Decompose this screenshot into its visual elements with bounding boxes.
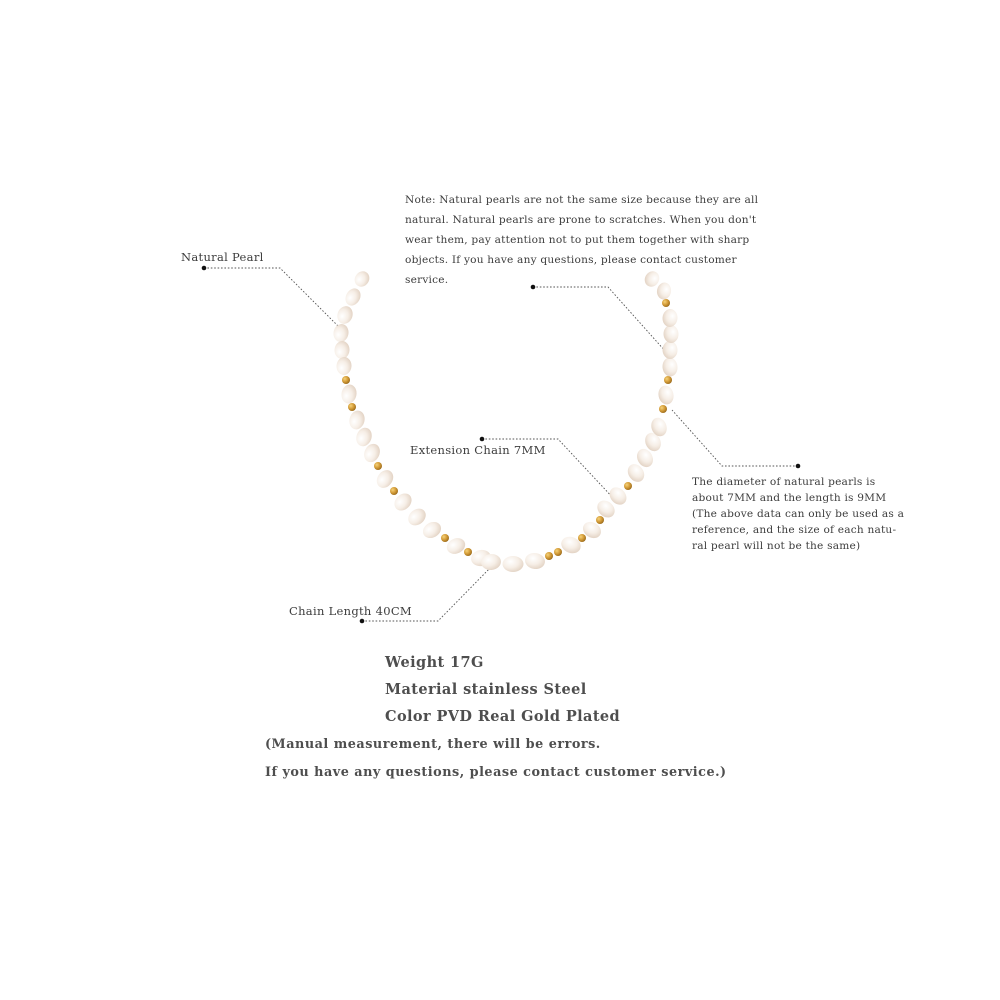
pearl xyxy=(524,552,546,571)
pearl xyxy=(405,505,429,529)
pearl xyxy=(347,409,366,431)
gold-bead xyxy=(441,534,449,542)
pearl xyxy=(342,286,363,309)
care-note-line: natural. Natural pearls are prone to scratches. When you don't xyxy=(405,214,757,226)
pearl xyxy=(352,268,373,289)
pearl xyxy=(662,308,679,327)
gold-bead xyxy=(390,487,398,495)
pearl xyxy=(340,383,358,404)
pearl xyxy=(420,519,444,541)
pearl xyxy=(662,341,678,360)
diameter-line: The diameter of natural pearls is xyxy=(692,476,876,488)
care-note-line: Note: Natural pearls are not the same size because they are all xyxy=(405,194,759,206)
gold-bead xyxy=(596,516,604,524)
gold-bead xyxy=(348,403,356,411)
pearl xyxy=(334,340,351,359)
diameter-line: reference, and the size of each natu- xyxy=(692,524,897,536)
gold-bead xyxy=(464,548,472,556)
dot-natural-pearl xyxy=(202,266,207,271)
care-note xyxy=(405,190,800,290)
spec-color: Color PVD Real Gold Plated xyxy=(385,708,621,725)
pearl xyxy=(336,356,353,375)
gold-bead xyxy=(342,376,350,384)
pearl xyxy=(335,304,355,326)
pearl xyxy=(332,323,350,343)
natural-pearl-label: Natural Pearl xyxy=(181,250,264,264)
care-note-line: wear them, pay attention not to put them together with sharp xyxy=(405,234,750,246)
pearl xyxy=(503,556,524,572)
disclaimer-line-1: (Manual measurement, there will be errors. xyxy=(265,737,601,752)
gold-bead xyxy=(664,376,672,384)
diameter-line: about 7MM and the length is 9MM xyxy=(692,492,887,504)
spec-weight: Weight 17G xyxy=(385,654,484,671)
gold-bead xyxy=(624,482,632,490)
gold-bead xyxy=(662,299,670,307)
gold-bead xyxy=(659,405,667,413)
leader-natural-pearl xyxy=(204,268,338,326)
pearl xyxy=(663,325,679,344)
diameter-line: ral pearl will not be the same) xyxy=(692,540,861,552)
pearl xyxy=(657,384,676,406)
gold-bead xyxy=(545,552,553,560)
diameter-line: (The above data can only be used as a xyxy=(692,508,905,520)
leader-note xyxy=(533,287,666,352)
care-note-line: objects. If you have any questions, please contact customer xyxy=(405,254,737,266)
gold-bead xyxy=(374,462,382,470)
dot-chain-length xyxy=(360,619,365,624)
pearl xyxy=(662,357,679,377)
extension-chain-label: Extension Chain 7MM xyxy=(410,443,546,457)
dot-extension-chain xyxy=(480,437,485,442)
spec-material: Material stainless Steel xyxy=(385,681,587,698)
chain-length-label: Chain Length 40CM xyxy=(289,604,413,618)
pearl-strand xyxy=(332,268,679,572)
gold-bead xyxy=(554,548,562,556)
care-note-line: service. xyxy=(405,274,449,286)
leader-diameter xyxy=(672,410,798,466)
pearl-diameter-note xyxy=(692,474,952,554)
dot-diameter xyxy=(796,464,801,469)
disclaimer-line-2: If you have any questions, please contact customer service.) xyxy=(265,765,727,780)
gold-bead xyxy=(578,534,586,542)
